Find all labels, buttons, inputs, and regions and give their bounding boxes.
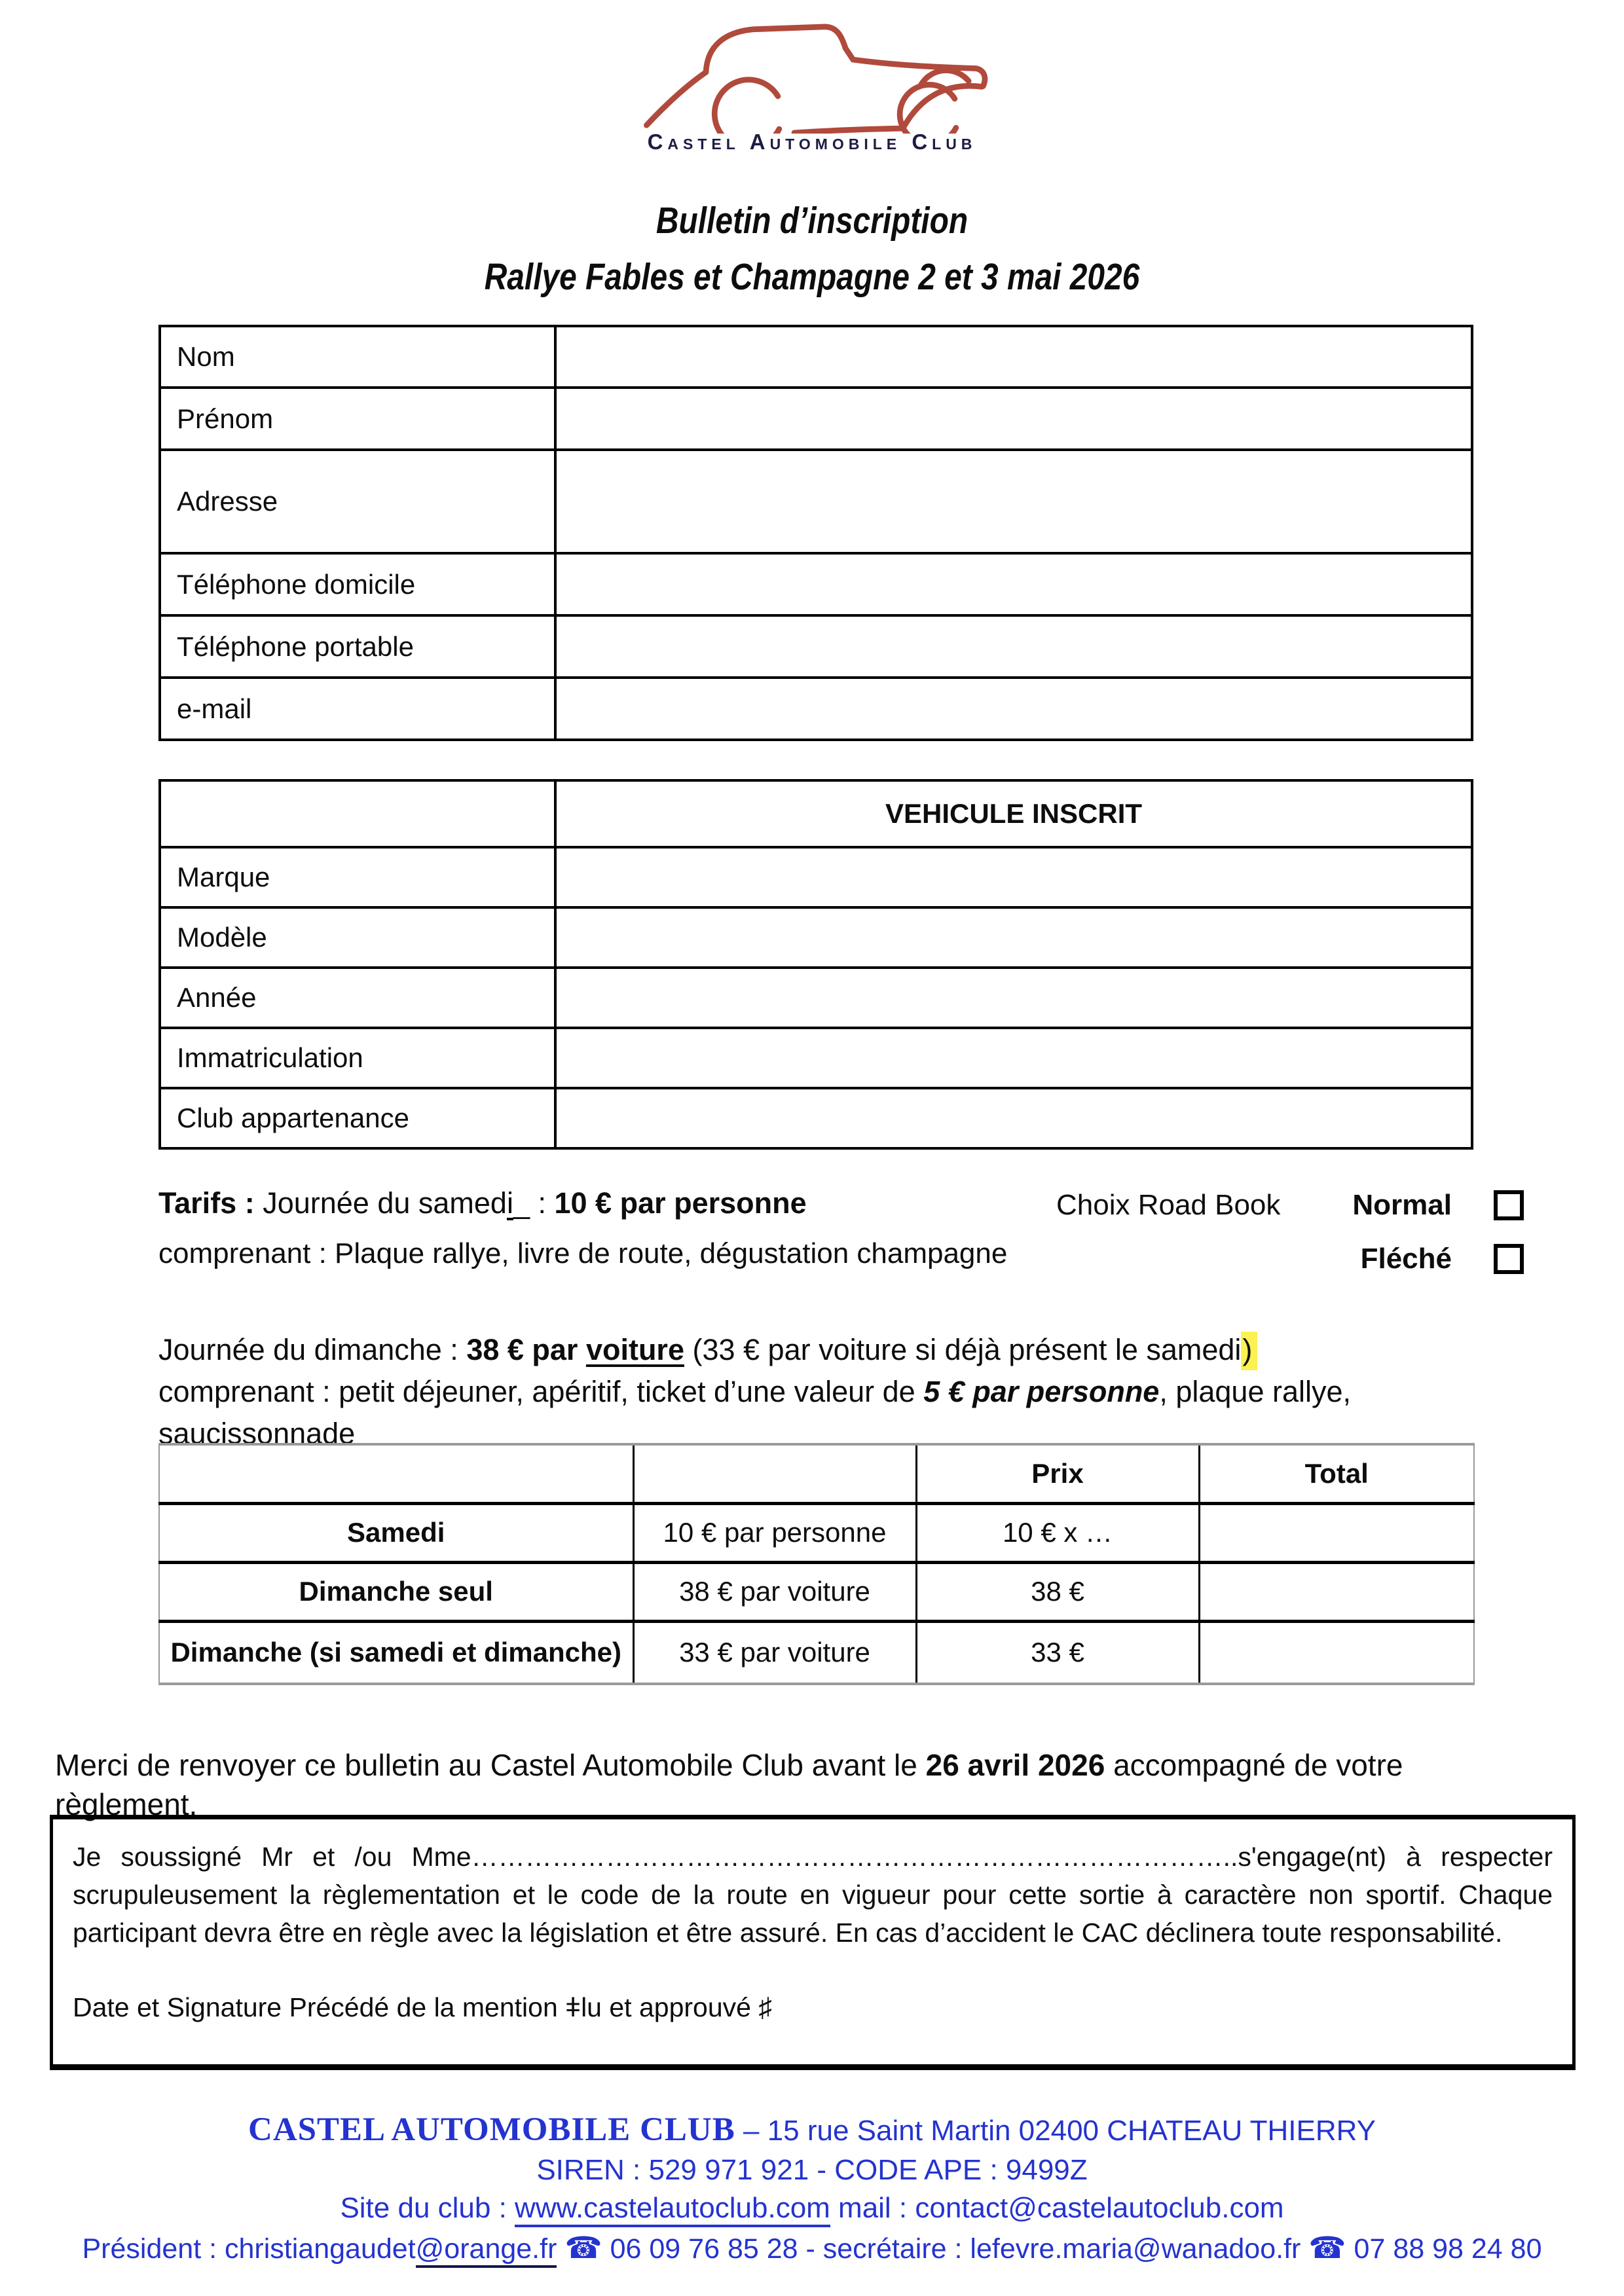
price-rate-dimanche-si-samedi: 33 € par voiture [633, 1621, 916, 1684]
saturday-label-colon: _ : [513, 1186, 555, 1220]
engagement-box [50, 1815, 1576, 2070]
return-instructions [55, 1745, 1581, 1824]
sunday-note-highlight: ) [1241, 1332, 1257, 1370]
president-email-link[interactable]: @orange.fr [416, 2233, 557, 2268]
table-row [160, 907, 1472, 968]
identity-value-nom[interactable] [555, 326, 1472, 388]
footer-mail-label: mail : [830, 2192, 915, 2224]
secretary-email[interactable]: lefevre.maria@wanadoo.fr [970, 2233, 1301, 2265]
saturday-includes-line: comprenant : Plaque rallye, livre de route, dégustation champagne [158, 1237, 1008, 1269]
table-row [160, 678, 1472, 740]
roadbook-option-fleche-label: Fléché [1360, 1243, 1452, 1275]
footer-club-address: – 15 rue Saint Martin 02400 CHATEAU THIERRY [735, 2115, 1376, 2147]
vehicle-value-annee[interactable] [555, 968, 1472, 1028]
footer-club-address-line [0, 2111, 1624, 2149]
roadbook-row-fleche [1056, 1240, 1524, 1278]
footer-site-line [0, 2192, 1624, 2225]
return-deadline-date: 26 avril 2026 [925, 1748, 1105, 1782]
identity-value-tel-portable[interactable] [555, 615, 1472, 678]
saturday-label-underlined: i [506, 1186, 513, 1220]
identity-label-adresse: Adresse [160, 450, 555, 553]
table-row [159, 1503, 1474, 1562]
price-total-dimanche-si-samedi[interactable] [1199, 1621, 1474, 1684]
table-row [160, 968, 1472, 1028]
table-row [160, 1028, 1472, 1088]
sunday-tariff-line [158, 1329, 1494, 1371]
table-row [160, 615, 1472, 678]
vehicle-value-marque[interactable] [555, 847, 1472, 907]
table-row [159, 1444, 1474, 1503]
tarifs-section [158, 1186, 1524, 1275]
name-dotted-line[interactable]: ………………………………………………………………………….. [471, 1842, 1238, 1872]
price-header-prix: Prix [916, 1444, 1199, 1503]
phone-icon: ☎ [1308, 2231, 1346, 2265]
sunday-includes-line2: saucissonnade [158, 1417, 356, 1450]
identity-value-email[interactable] [555, 678, 1472, 740]
table-row [160, 388, 1472, 450]
identity-value-adresse[interactable] [555, 450, 1472, 553]
table-row [160, 780, 1472, 847]
sunday-includes-prefix: comprenant : petit déjeuner, apéritif, ticket d’une valeur de [158, 1375, 924, 1408]
identity-label-nom: Nom [160, 326, 555, 388]
roadbook-option-normal-label: Normal [1352, 1189, 1452, 1221]
vehicle-label-marque: Marque [160, 847, 555, 907]
saturday-label: Journée du samed [254, 1186, 507, 1220]
vehicle-value-club[interactable] [555, 1088, 1472, 1148]
engagement-prefix: Je soussigné Mr et /ou Mme [73, 1842, 471, 1872]
identity-label-prenom: Prénom [160, 388, 555, 450]
roadbook-label: Choix Road Book [1056, 1189, 1281, 1221]
classic-car-logo-drawing [635, 4, 989, 134]
table-row [160, 326, 1472, 388]
footer-contacts-line [0, 2230, 1624, 2265]
secretary-phone: 07 88 98 24 80 [1346, 2233, 1542, 2265]
sunday-includes-ticket-value: 5 € par personne [923, 1375, 1160, 1408]
sunday-label: Journée du dimanche : [158, 1333, 467, 1366]
table-row [160, 847, 1472, 907]
vehicle-label-annee: Année [160, 968, 555, 1028]
sunday-price-unit: voiture [585, 1333, 684, 1366]
sunday-discount-note: (33 € par voiture si déjà présent le samedi [684, 1333, 1242, 1366]
sunday-includes-suffix: , plaque rallye, [1159, 1375, 1352, 1408]
roadbook-row-normal [1056, 1186, 1524, 1224]
engagement-text: s'engage(nt) à respecter scrupuleusement la règlementation et le code de la route en vigueur pour cette sortie à caractère non sportif. Chaque participant devra être en règle avec la législation et être assuré. En cas d’accident le CAC déclinera toute responsabilité. [73, 1842, 1553, 1948]
sunday-price: 38 € par [466, 1333, 586, 1366]
vehicle-table [158, 779, 1473, 1150]
form-title [0, 192, 1624, 305]
identity-label-email: e-mail [160, 678, 555, 740]
price-prix-dimanche-si-samedi: 33 € [916, 1621, 1199, 1684]
tarifs-label: Tarifs : [158, 1186, 255, 1220]
identity-label-tel-domicile: Téléphone domicile [160, 553, 555, 615]
roadbook-choice [1056, 1186, 1524, 1294]
price-total-dimanche-seul[interactable] [1199, 1562, 1474, 1621]
club-logo [609, 4, 1015, 155]
price-header-empty2 [633, 1444, 916, 1503]
saturday-price: 10 € par personne [554, 1186, 807, 1220]
vehicle-label-modele: Modèle [160, 907, 555, 968]
club-email[interactable]: contact@castelautoclub.com [915, 2192, 1284, 2224]
identity-label-tel-portable: Téléphone portable [160, 615, 555, 678]
return-note-line2: règlement. [55, 1787, 198, 1821]
roadbook-normal-checkbox[interactable] [1494, 1190, 1524, 1220]
identity-table [158, 325, 1473, 741]
price-item-samedi: Samedi [159, 1503, 633, 1562]
price-item-dimanche-seul: Dimanche seul [159, 1562, 633, 1621]
return-note-prefix: Merci de renvoyer ce bulletin au Castel Automobile Club avant le [55, 1748, 926, 1782]
price-table [158, 1443, 1475, 1685]
table-row [159, 1562, 1474, 1621]
vehicle-label-immatriculation: Immatriculation [160, 1028, 555, 1088]
price-item-dimanche-si-samedi: Dimanche (si samedi et dimanche) [159, 1621, 633, 1684]
table-row [160, 1088, 1472, 1148]
footer-site-label: Site du club : [340, 2192, 515, 2224]
table-row [159, 1621, 1474, 1684]
president-label: Président : [82, 2233, 225, 2265]
vehicle-header-empty-cell [160, 780, 555, 847]
secretary-label: secrétaire : [822, 2233, 970, 2265]
price-header-empty1 [159, 1444, 633, 1503]
engagement-paragraph [73, 1838, 1553, 1952]
club-website-link[interactable]: www.castelautoclub.com [515, 2192, 830, 2227]
identity-value-tel-domicile[interactable] [555, 553, 1472, 615]
price-total-samedi[interactable] [1199, 1503, 1474, 1562]
identity-value-prenom[interactable] [555, 388, 1472, 450]
footer-siren-line: SIREN : 529 971 921 - CODE APE : 9499Z [536, 2154, 1088, 2186]
table-row [160, 553, 1472, 615]
price-rate-dimanche-seul: 38 € par voiture [633, 1562, 916, 1621]
phone-icon: ☎ [564, 2231, 602, 2265]
return-note-suffix: accompagné de votre [1105, 1748, 1403, 1782]
form-title-line1: Bulletin d’inscription [655, 200, 969, 242]
table-row [160, 450, 1472, 553]
sunday-includes-line [158, 1371, 1494, 1413]
price-header-total: Total [1199, 1444, 1474, 1503]
president-phone: 06 09 76 85 28 - [602, 2233, 823, 2265]
date-signature-line[interactable]: Date et Signature Précédé de la mention ǂlu et approuvé ♯ [73, 1992, 772, 2022]
vehicle-value-immatriculation[interactable] [555, 1028, 1472, 1088]
price-prix-samedi: 10 € x … [916, 1503, 1199, 1562]
roadbook-fleche-checkbox[interactable] [1494, 1244, 1524, 1274]
president-email-name: christiangaudet [225, 2233, 416, 2265]
vehicle-value-modele[interactable] [555, 907, 1472, 968]
sunday-tariff-section [158, 1329, 1494, 1455]
form-title-line2: Rallye Fables et Champagne 2 et 3 mai 2026 [484, 256, 1140, 298]
price-rate-samedi: 10 € par personne [633, 1503, 916, 1562]
vehicle-label-club: Club appartenance [160, 1088, 555, 1148]
footer-club-name: CASTEL AUTOMOBILE CLUB [248, 2111, 735, 2148]
club-logo-text: Castel Automobile Club [647, 130, 977, 154]
club-footer [0, 2105, 1624, 2265]
vehicle-table-header: VEHICULE INSCRIT [555, 780, 1472, 847]
price-prix-dimanche-seul: 38 € [916, 1562, 1199, 1621]
